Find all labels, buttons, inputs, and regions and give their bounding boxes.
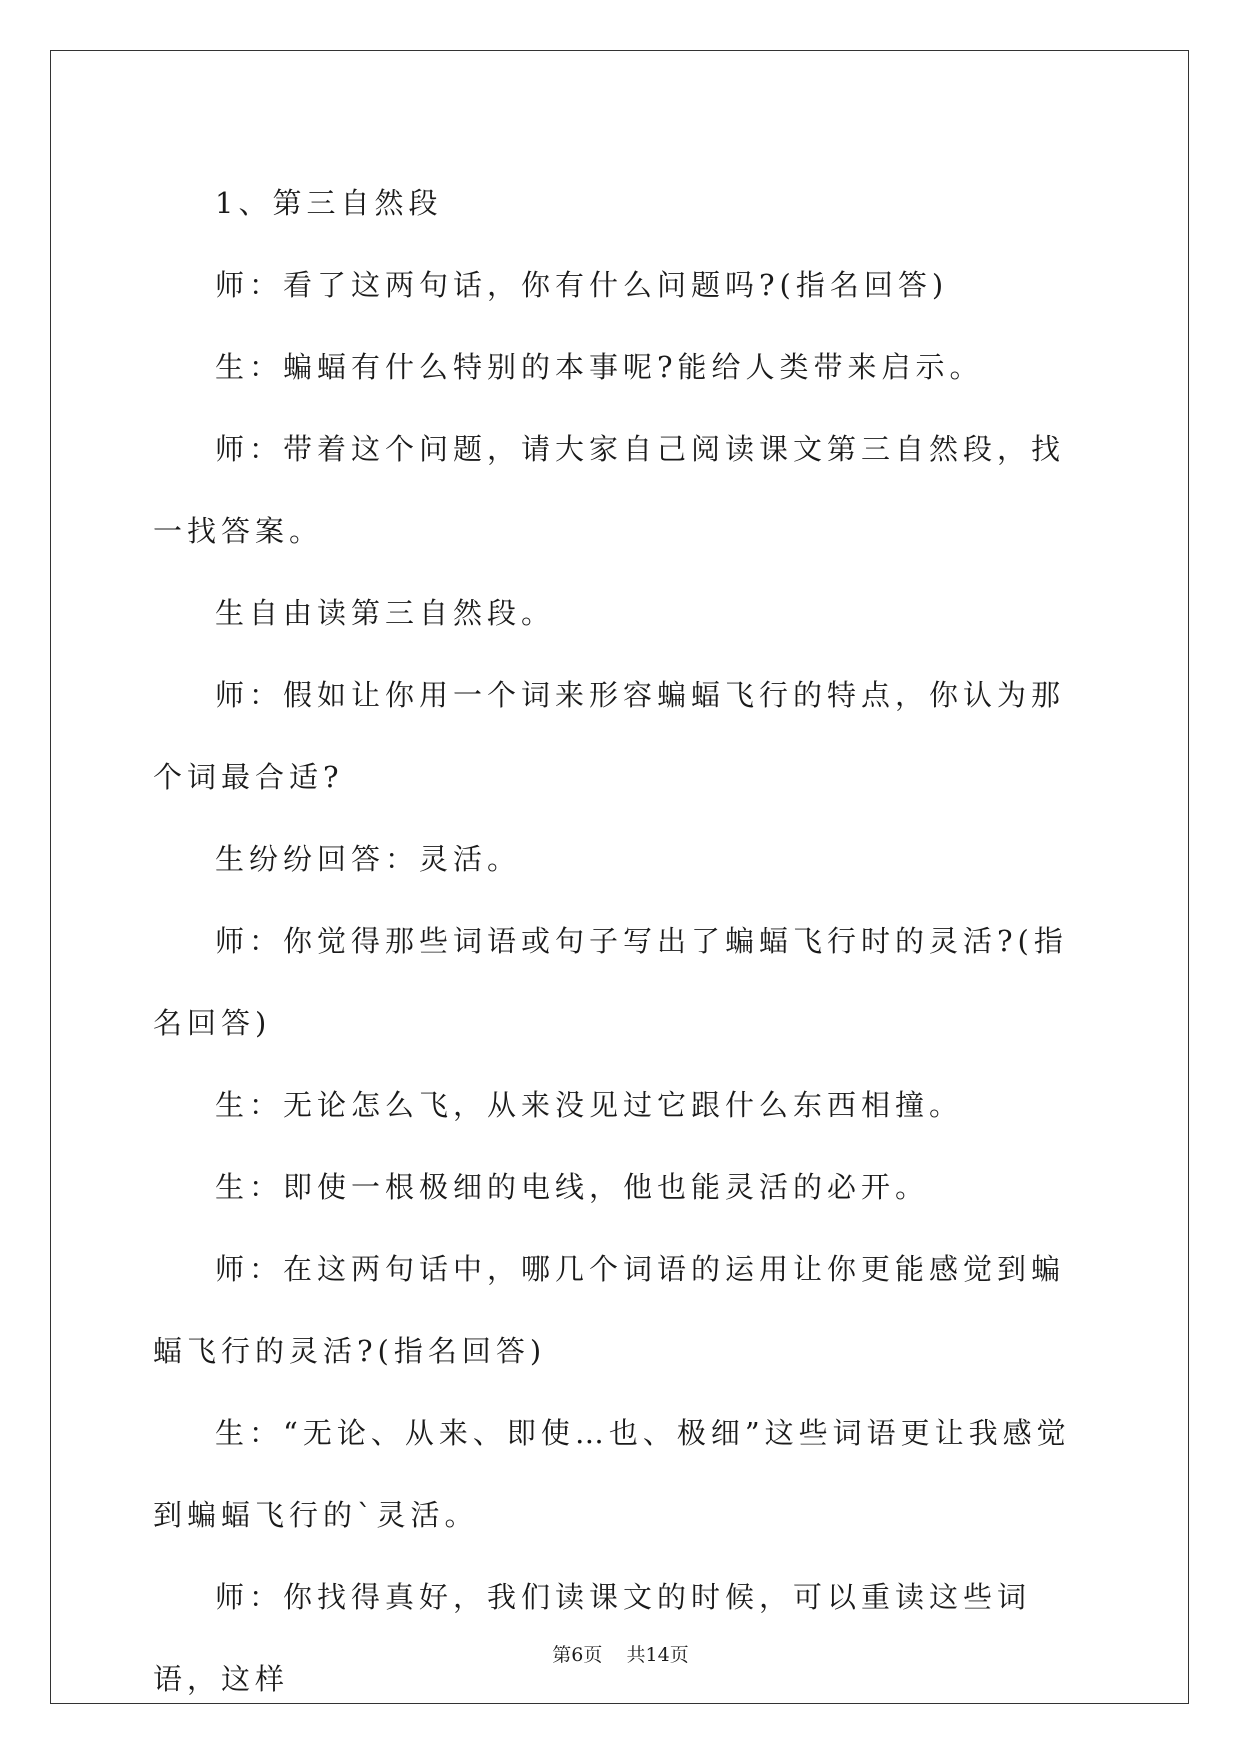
paragraph-2: 师：看了这两句话，你有什么问题吗?(指名回答) — [215, 268, 949, 302]
paragraph-9: 生：无论怎么飞，从来没见过它跟什么东西相撞。 — [215, 1088, 964, 1122]
paragraph-13: 师：你找得真好，我们读课文的时候，可以重读这些词语，这样 — [153, 1580, 1032, 1696]
paragraph-1: 1、第三自然段 — [215, 186, 443, 220]
paragraph-5: 生自由读第三自然段。 — [215, 596, 556, 630]
document-body — [153, 162, 1093, 1720]
paragraph-4: 师：带着这个问题，请大家自己阅读课文第三自然段，找一找答案。 — [153, 432, 1066, 548]
paragraph-10: 生：即使一根极细的电线，他也能灵活的必开。 — [215, 1170, 930, 1204]
total-pages: 共14页 — [626, 1644, 689, 1666]
paragraph-11: 师：在这两句话中，哪几个词语的运用让你更能感觉到蝙蝠飞行的灵活?(指名回答) — [153, 1252, 1066, 1368]
paragraph-3: 生：蝙蝠有什么特别的本事呢?能给人类带来启示。 — [215, 350, 984, 384]
page-footer — [0, 1640, 1241, 1667]
paragraph-8: 师：你觉得那些词语或句子写出了蝙蝠飞行时的灵活?(指名回答) — [153, 924, 1068, 1040]
paragraph-12: 生：“无论、从来、即使…也、极细”这些词语更让我感觉到蝙蝠飞行的`灵活。 — [153, 1416, 1071, 1532]
paragraph-7: 生纷纷回答：灵活。 — [215, 842, 522, 876]
page-number: 第6页 — [552, 1644, 603, 1666]
paragraph-6: 师：假如让你用一个词来形容蝙蝠飞行的特点，你认为那个词最合适? — [153, 678, 1066, 794]
